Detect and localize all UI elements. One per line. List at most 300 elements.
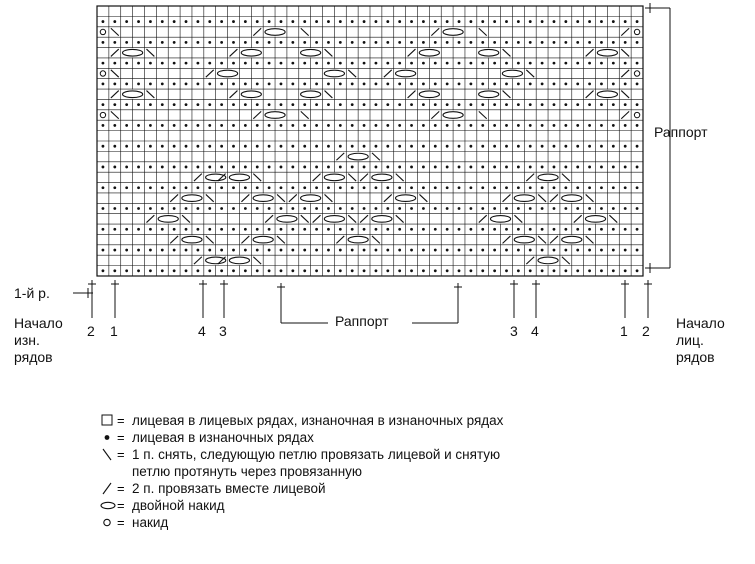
- purl-dot: [161, 166, 164, 169]
- purl-dot: [624, 41, 627, 44]
- purl-dot: [327, 82, 330, 85]
- purl-dot: [161, 41, 164, 44]
- purl-dot: [375, 249, 378, 252]
- stitch-count-right: 4: [531, 323, 539, 339]
- purl-dot: [125, 145, 128, 148]
- purl-dot: [588, 82, 591, 85]
- purl-dot: [541, 124, 544, 127]
- purl-dot: [588, 207, 591, 210]
- purl-dot: [469, 145, 472, 148]
- purl-dot: [446, 269, 449, 272]
- purl-dot: [244, 228, 247, 231]
- purl-dot: [386, 249, 389, 252]
- purl-dot: [446, 62, 449, 65]
- purl-dot: [612, 166, 615, 169]
- purl-dot: [458, 103, 461, 106]
- start-right-side-label-2: лиц.: [676, 332, 704, 348]
- purl-dot: [505, 145, 508, 148]
- purl-dot: [185, 145, 188, 148]
- purl-dot: [505, 20, 508, 23]
- purl-dot: [256, 145, 259, 148]
- purl-dot: [541, 62, 544, 65]
- purl-dot: [505, 166, 508, 169]
- purl-dot: [244, 82, 247, 85]
- legend-text-continued: петлю протянуть через провязанную: [132, 464, 363, 479]
- purl-dot: [291, 166, 294, 169]
- double-yarn-over-mark: [514, 195, 534, 202]
- purl-dot: [398, 103, 401, 106]
- purl-dot: [446, 228, 449, 231]
- yarn-over-mark: [634, 71, 639, 76]
- purl-dot: [517, 269, 520, 272]
- purl-dot: [339, 103, 342, 106]
- purl-dot: [244, 103, 247, 106]
- purl-dot: [268, 207, 271, 210]
- purl-dot: [268, 145, 271, 148]
- purl-dot: [268, 41, 271, 44]
- purl-dot: [256, 186, 259, 189]
- yarn-over-icon: [100, 514, 128, 531]
- stitch-count-left: 2: [87, 323, 95, 339]
- repeat-bottom-label: Раппорт: [335, 313, 389, 329]
- purl-dot: [588, 228, 591, 231]
- purl-dot: [386, 228, 389, 231]
- purl-dot: [398, 228, 401, 231]
- purl-dot: [351, 41, 354, 44]
- purl-dot: [612, 20, 615, 23]
- yarn-over-mark: [100, 71, 105, 76]
- stitch-count-left: 3: [219, 323, 227, 339]
- purl-dot: [481, 249, 484, 252]
- purl-dot: [351, 124, 354, 127]
- purl-dot: [256, 82, 259, 85]
- purl-dot: [137, 20, 140, 23]
- double-yarn-over-mark: [597, 49, 617, 56]
- purl-dot: [600, 166, 603, 169]
- purl-dot: [244, 207, 247, 210]
- purl-dot: [161, 103, 164, 106]
- purl-dot: [469, 124, 472, 127]
- purl-dot: [303, 41, 306, 44]
- purl-dot: [291, 207, 294, 210]
- purl-dot: [481, 103, 484, 106]
- purl-dot: [137, 228, 140, 231]
- purl-dot: [173, 103, 176, 106]
- purl-dot: [541, 145, 544, 148]
- double-yarn-over-mark: [479, 49, 499, 56]
- purl-dot: [351, 20, 354, 23]
- purl-dot: [422, 228, 425, 231]
- purl-dot: [102, 228, 105, 231]
- purl-dot: [398, 20, 401, 23]
- double-yarn-over-mark: [253, 236, 273, 243]
- purl-dot: [137, 82, 140, 85]
- purl-dot: [422, 207, 425, 210]
- purl-dot: [291, 186, 294, 189]
- purl-dot: [469, 249, 472, 252]
- purl-dot: [113, 186, 116, 189]
- purl-dot: [481, 228, 484, 231]
- purl-dot: [268, 20, 271, 23]
- purl-dot: [220, 145, 223, 148]
- purl-dot: [351, 228, 354, 231]
- purl-dot: [434, 166, 437, 169]
- double-yarn-over-mark: [479, 91, 499, 98]
- purl-dot: [517, 145, 520, 148]
- purl-dot: [493, 186, 496, 189]
- purl-dot: [505, 103, 508, 106]
- purl-dot: [351, 145, 354, 148]
- purl-dot: [493, 249, 496, 252]
- purl-dot: [517, 124, 520, 127]
- purl-dot: [220, 82, 223, 85]
- purl-dot: [505, 249, 508, 252]
- purl-dot: [624, 207, 627, 210]
- purl-dot: [553, 228, 556, 231]
- purl-dot: [422, 145, 425, 148]
- purl-dot: [363, 228, 366, 231]
- purl-dot: [244, 145, 247, 148]
- purl-dot: [576, 249, 579, 252]
- purl-dot: [315, 166, 318, 169]
- purl-dot: [327, 207, 330, 210]
- purl-dot: [280, 166, 283, 169]
- purl-dot: [351, 62, 354, 65]
- yarn-over-mark: [634, 29, 639, 34]
- purl-dot: [624, 124, 627, 127]
- purl-dot: [113, 82, 116, 85]
- purl-dot: [173, 20, 176, 23]
- double-yarn-over-mark: [229, 257, 249, 264]
- purl-dot: [196, 62, 199, 65]
- purl-dot: [564, 207, 567, 210]
- purl-dot: [612, 103, 615, 106]
- purl-dot: [458, 20, 461, 23]
- purl-dot: [446, 249, 449, 252]
- purl-dot: [268, 166, 271, 169]
- purl-dot: [636, 62, 639, 65]
- purl-dot: [458, 124, 461, 127]
- purl-dot: [386, 20, 389, 23]
- purl-dot: [185, 103, 188, 106]
- purl-dot: [149, 82, 152, 85]
- purl-dot: [173, 269, 176, 272]
- purl-dot: [588, 103, 591, 106]
- purl-dot: [137, 166, 140, 169]
- purl-dot: [375, 62, 378, 65]
- purl-dot: [458, 62, 461, 65]
- purl-dot: [351, 82, 354, 85]
- purl-dot: [541, 269, 544, 272]
- dot-icon: [100, 429, 128, 446]
- purl-dot: [113, 103, 116, 106]
- purl-dot: [208, 249, 211, 252]
- purl-dot: [375, 103, 378, 106]
- purl-dot: [505, 124, 508, 127]
- purl-dot: [576, 207, 579, 210]
- purl-dot: [149, 62, 152, 65]
- purl-dot: [446, 124, 449, 127]
- purl-dot: [220, 269, 223, 272]
- purl-dot: [576, 269, 579, 272]
- purl-dot: [612, 186, 615, 189]
- purl-dot: [280, 228, 283, 231]
- purl-dot: [624, 228, 627, 231]
- purl-dot: [161, 186, 164, 189]
- purl-dot: [351, 186, 354, 189]
- legend-text: лицевая в изнаночных рядах: [132, 430, 314, 445]
- purl-dot: [576, 82, 579, 85]
- purl-dot: [458, 186, 461, 189]
- purl-dot: [612, 228, 615, 231]
- purl-dot: [256, 166, 259, 169]
- purl-dot: [303, 62, 306, 65]
- purl-dot: [398, 249, 401, 252]
- purl-dot: [564, 186, 567, 189]
- purl-dot: [636, 103, 639, 106]
- purl-dot: [541, 249, 544, 252]
- purl-dot: [517, 82, 520, 85]
- yarn-over-mark: [100, 112, 105, 117]
- purl-dot: [161, 20, 164, 23]
- purl-dot: [196, 145, 199, 148]
- purl-dot: [636, 41, 639, 44]
- purl-dot: [149, 207, 152, 210]
- purl-dot: [636, 145, 639, 148]
- purl-dot: [434, 41, 437, 44]
- purl-dot: [244, 41, 247, 44]
- purl-dot: [102, 166, 105, 169]
- purl-dot: [636, 269, 639, 272]
- purl-dot: [149, 124, 152, 127]
- double-yarn-over-mark: [301, 91, 321, 98]
- purl-dot: [564, 269, 567, 272]
- purl-dot: [315, 41, 318, 44]
- purl-dot: [553, 82, 556, 85]
- purl-dot: [291, 249, 294, 252]
- purl-dot: [291, 20, 294, 23]
- purl-dot: [185, 41, 188, 44]
- svg-text:=: =: [117, 430, 125, 445]
- purl-dot: [232, 207, 235, 210]
- purl-dot: [125, 41, 128, 44]
- purl-dot: [541, 207, 544, 210]
- stitch-count-right: 1: [620, 323, 628, 339]
- double-yarn-over-mark: [514, 236, 534, 243]
- purl-dot: [505, 186, 508, 189]
- purl-dot: [232, 103, 235, 106]
- purl-dot: [280, 145, 283, 148]
- purl-dot: [244, 124, 247, 127]
- purl-dot: [327, 20, 330, 23]
- purl-dot: [422, 269, 425, 272]
- purl-dot: [280, 124, 283, 127]
- purl-dot: [386, 41, 389, 44]
- purl-dot: [113, 207, 116, 210]
- purl-dot: [291, 124, 294, 127]
- svg-text:=: =: [117, 447, 125, 462]
- purl-dot: [161, 228, 164, 231]
- purl-dot: [303, 103, 306, 106]
- purl-dot: [458, 249, 461, 252]
- purl-dot: [576, 103, 579, 106]
- purl-dot: [280, 269, 283, 272]
- purl-dot: [327, 249, 330, 252]
- purl-dot: [125, 82, 128, 85]
- purl-dot: [113, 62, 116, 65]
- purl-dot: [149, 249, 152, 252]
- row-one-label: 1-й р.: [14, 285, 50, 301]
- purl-dot: [529, 207, 532, 210]
- purl-dot: [268, 82, 271, 85]
- purl-dot: [185, 20, 188, 23]
- purl-dot: [434, 228, 437, 231]
- purl-dot: [137, 269, 140, 272]
- purl-dot: [541, 228, 544, 231]
- purl-dot: [588, 249, 591, 252]
- purl-dot: [256, 103, 259, 106]
- purl-dot: [220, 124, 223, 127]
- purl-dot: [422, 103, 425, 106]
- start-wrong-side-label-3: рядов: [14, 349, 53, 365]
- purl-dot: [576, 186, 579, 189]
- purl-dot: [339, 145, 342, 148]
- purl-dot: [469, 82, 472, 85]
- purl-dot: [612, 145, 615, 148]
- purl-dot: [161, 62, 164, 65]
- double-yarn-over-mark: [123, 91, 143, 98]
- purl-dot: [137, 207, 140, 210]
- purl-dot: [375, 166, 378, 169]
- purl-dot: [280, 41, 283, 44]
- purl-dot: [386, 186, 389, 189]
- purl-dot: [220, 186, 223, 189]
- purl-dot: [113, 124, 116, 127]
- purl-dot: [588, 41, 591, 44]
- purl-dot: [564, 82, 567, 85]
- purl-dot: [339, 166, 342, 169]
- purl-dot: [600, 103, 603, 106]
- purl-dot: [517, 41, 520, 44]
- purl-dot: [196, 186, 199, 189]
- purl-dot: [113, 249, 116, 252]
- purl-dot: [113, 20, 116, 23]
- purl-dot: [303, 124, 306, 127]
- start-right-side-label-3: рядов: [676, 349, 715, 365]
- double-yarn-over-mark: [123, 49, 143, 56]
- purl-dot: [410, 82, 413, 85]
- purl-dot: [196, 228, 199, 231]
- purl-dot: [446, 82, 449, 85]
- purl-dot: [137, 186, 140, 189]
- purl-dot: [588, 20, 591, 23]
- svg-text:=: =: [117, 498, 125, 513]
- purl-dot: [173, 41, 176, 44]
- purl-dot: [386, 82, 389, 85]
- purl-dot: [553, 166, 556, 169]
- purl-dot: [185, 124, 188, 127]
- purl-dot: [410, 249, 413, 252]
- double-yarn-over-mark: [597, 91, 617, 98]
- purl-dot: [375, 269, 378, 272]
- purl-dot: [529, 166, 532, 169]
- purl-dot: [363, 124, 366, 127]
- stitch-count-left: 1: [110, 323, 118, 339]
- purl-dot: [339, 207, 342, 210]
- purl-dot: [363, 166, 366, 169]
- purl-dot: [398, 166, 401, 169]
- purl-dot: [327, 62, 330, 65]
- purl-dot: [422, 124, 425, 127]
- purl-dot: [244, 62, 247, 65]
- purl-dot: [327, 269, 330, 272]
- purl-dot: [600, 207, 603, 210]
- purl-dot: [469, 41, 472, 44]
- purl-dot: [256, 207, 259, 210]
- purl-dot: [553, 269, 556, 272]
- double-yarn-over-mark: [253, 195, 273, 202]
- purl-dot: [375, 41, 378, 44]
- purl-dot: [125, 228, 128, 231]
- purl-dot: [351, 166, 354, 169]
- purl-dot: [564, 166, 567, 169]
- double-yarn-over-mark: [372, 174, 392, 181]
- purl-dot: [481, 62, 484, 65]
- double-yarn-over-mark: [241, 49, 261, 56]
- purl-dot: [208, 166, 211, 169]
- purl-dot: [600, 82, 603, 85]
- purl-dot: [125, 269, 128, 272]
- purl-dot: [422, 249, 425, 252]
- purl-dot: [375, 186, 378, 189]
- purl-dot: [588, 269, 591, 272]
- purl-dot: [208, 207, 211, 210]
- purl-dot: [363, 62, 366, 65]
- purl-dot: [458, 228, 461, 231]
- purl-dot: [386, 269, 389, 272]
- purl-dot: [410, 269, 413, 272]
- purl-dot: [303, 186, 306, 189]
- purl-dot: [232, 145, 235, 148]
- purl-dot: [600, 269, 603, 272]
- purl-dot: [196, 166, 199, 169]
- purl-dot: [125, 166, 128, 169]
- purl-dot: [576, 228, 579, 231]
- purl-dot: [363, 41, 366, 44]
- purl-dot: [256, 124, 259, 127]
- purl-dot: [125, 62, 128, 65]
- double-yarn-over-mark: [538, 174, 558, 181]
- double-yarn-over-mark: [324, 216, 344, 223]
- purl-dot: [137, 103, 140, 106]
- purl-dot: [493, 228, 496, 231]
- purl-dot: [102, 186, 105, 189]
- purl-dot: [588, 145, 591, 148]
- purl-dot: [398, 82, 401, 85]
- purl-dot: [553, 124, 556, 127]
- purl-dot: [351, 103, 354, 106]
- purl-dot: [624, 103, 627, 106]
- double-yarn-over-mark: [206, 257, 226, 264]
- purl-dot: [327, 41, 330, 44]
- purl-dot: [493, 207, 496, 210]
- stitch-count-right: 2: [642, 323, 650, 339]
- purl-dot: [315, 62, 318, 65]
- purl-dot: [173, 82, 176, 85]
- purl-dot: [624, 20, 627, 23]
- purl-dot: [363, 269, 366, 272]
- purl-dot: [481, 124, 484, 127]
